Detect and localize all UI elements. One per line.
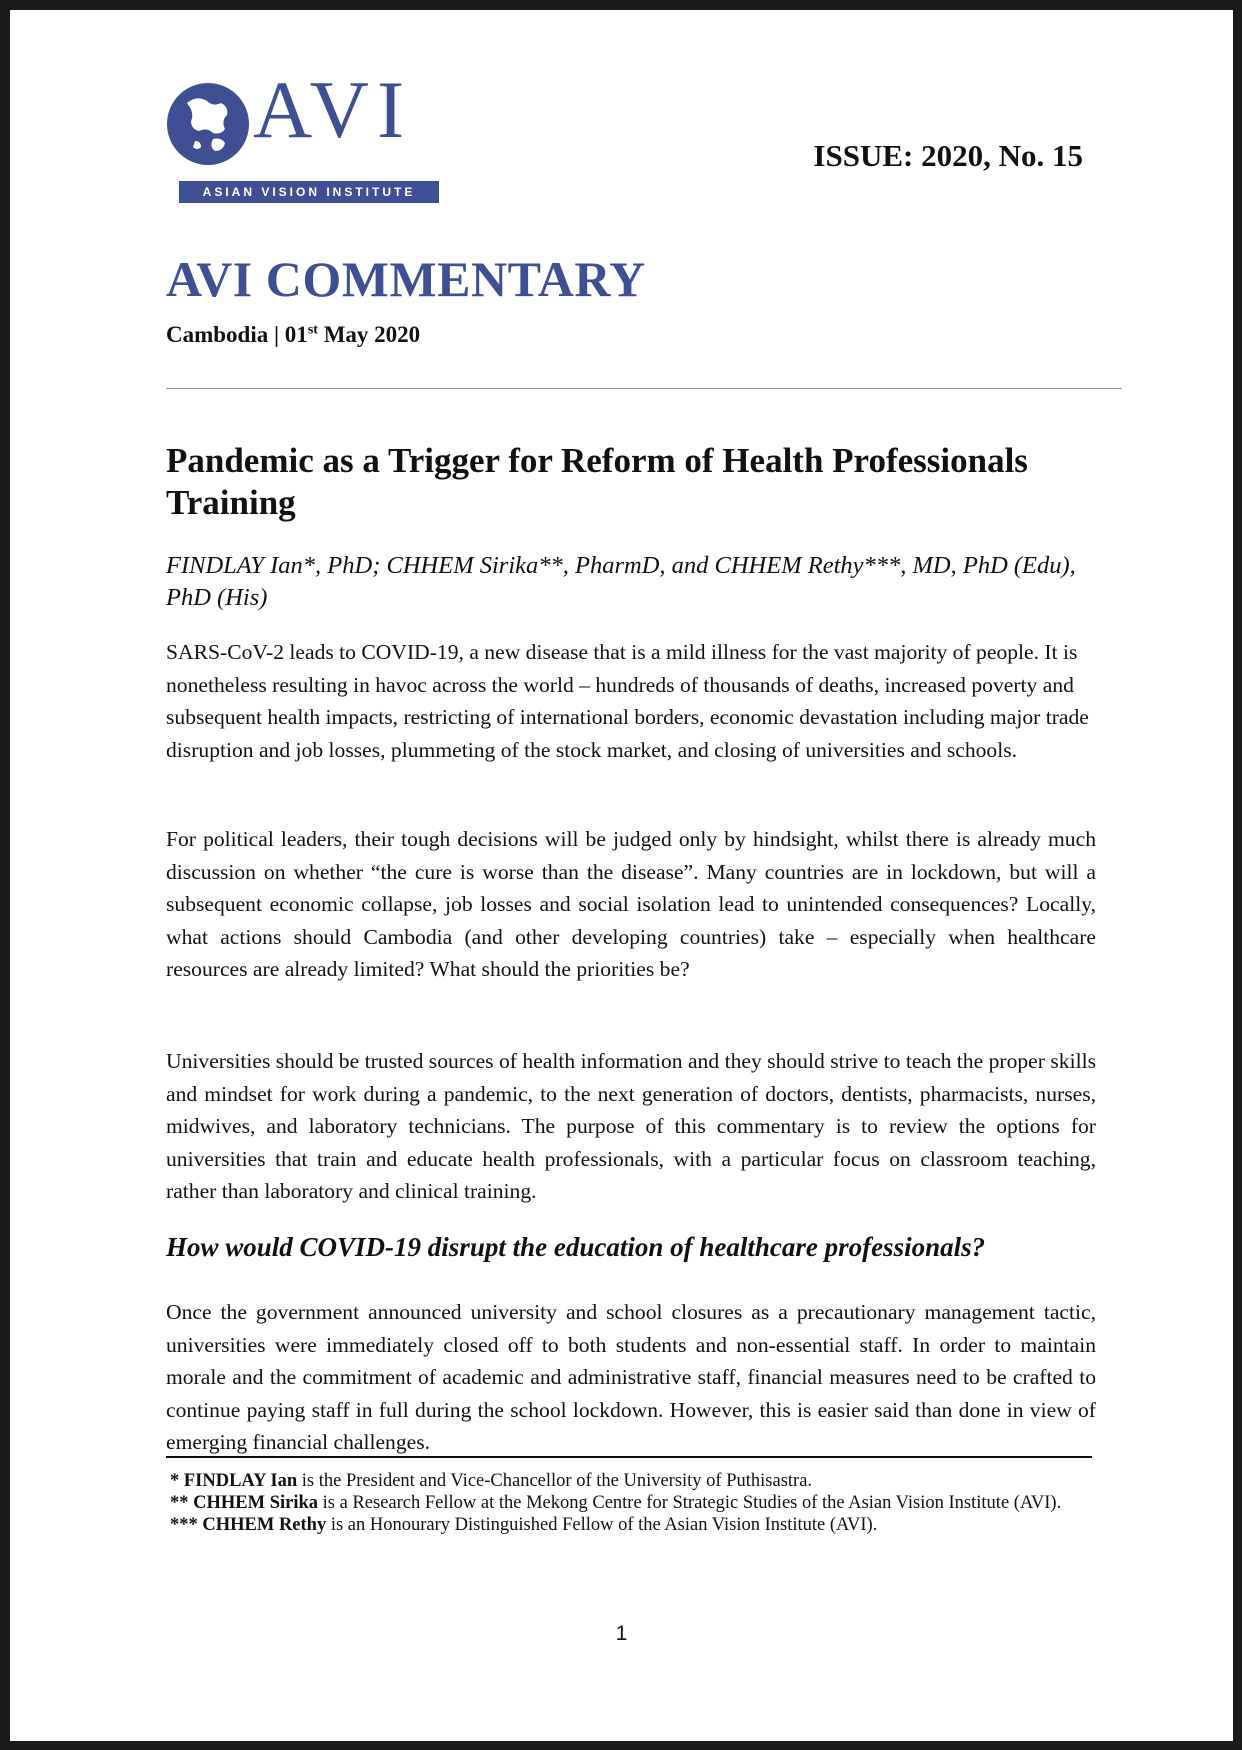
article-headline: Pandemic as a Trigger for Reform of Health Professionals Training	[166, 441, 1028, 522]
page-number: 1	[615, 1622, 628, 1645]
footnote	[170, 1514, 1100, 1536]
logo-letters: AVI	[253, 64, 413, 155]
document-page	[10, 10, 1233, 1741]
footnote-text: is an Honourary Distinguished Fellow of the Asian Vision Institute (AVI).	[326, 1515, 878, 1535]
footnotes	[170, 1470, 1100, 1536]
footnote-marker: **	[170, 1493, 194, 1513]
footnote-name: CHHEM Rethy	[202, 1515, 327, 1535]
paragraph-text: SARS-CoV-2 leads to COVID-19, a new disease that is a mild illness for the vast majority of people. It is nonetheless resulting in havoc across the world – hundreds of thousands of deaths, increased poverty and subsequent health impacts, restricting of international borders, economic devastation including major trade disruption and job losses, plummeting of the stock market, and closing of universities and schools.	[166, 640, 1089, 762]
footnote	[170, 1470, 1100, 1492]
footnote-marker: ***	[170, 1515, 203, 1535]
article-authors: FINDLAY Ian*, PhD; CHHEM Sirika**, PharmD, and CHHEM Rethy***, MD, PhD (Edu), PhD (His)	[166, 552, 1076, 611]
avi-logo	[165, 64, 450, 205]
footnote-name: FINDLAY Ian	[183, 1471, 298, 1491]
footnote-name: CHHEM Sirika	[193, 1493, 319, 1513]
section-subheading: How would COVID-19 disrupt the education of healthcare professionals?	[166, 1232, 986, 1262]
paragraph	[166, 636, 1096, 766]
header-divider	[166, 388, 1122, 389]
logo-tagline: ASIAN VISION INSTITUTE	[179, 181, 439, 203]
dateline-date: May 2020	[317, 322, 421, 347]
footnote-text: is the President and Vice-Chancellor of the University of Puthisastra.	[297, 1471, 813, 1491]
footnote-text: is a Research Fellow at the Mekong Centre for Strategic Studies of the Asian Vision Institute (AVI).	[318, 1493, 1062, 1513]
footnote-divider	[166, 1456, 1092, 1458]
publication-title: AVI COMMENTARY	[166, 251, 646, 307]
paragraph	[166, 823, 1096, 986]
paragraph-text: For political leaders, their tough decisions will be judged only by hindsight, whilst there is already much discussion on whether “the cure is worse than the disease”. Many countries are in lockdown, but will a subsequent economic collapse, job losses and social isolation lead to unintended consequences? Locally, what actions should Cambodia (and other developing countries) take – especially when healthcare resources are already limited? What should the priorities be?	[166, 827, 1096, 981]
footnote-marker: *	[170, 1471, 184, 1491]
paragraph	[166, 1045, 1096, 1208]
dateline-place: Cambodia | 01	[166, 322, 308, 347]
paragraph-text: Once the government announced university and school closures as a precautionary management tactic, universities were immediately closed off to both students and non-essential staff. In order to maintain morale and the commitment of academic and administrative staff, financial measures need to be crafted to continue paying staff in full during the school lockdown. However, this is easier said than done in view of emerging financial challenges.	[166, 1300, 1096, 1454]
issue-number: ISSUE: 2020, No. 15	[813, 138, 1083, 173]
footnote	[170, 1492, 1100, 1514]
globe-icon	[165, 81, 251, 167]
dateline-ordinal: st	[307, 322, 318, 338]
paragraph-text: Universities should be trusted sources of health information and they should strive to teach the proper skills and mindset for work during a pandemic, to the next generation of doctors, dentists, pharmacists, nurses, midwives, and laboratory technicians. The purpose of this commentary is to review the options for universities that train and educate health professionals, with a particular focus on classroom teaching, rather than laboratory and clinical training.	[166, 1049, 1096, 1203]
paragraph	[166, 1296, 1096, 1459]
dateline	[166, 322, 420, 348]
